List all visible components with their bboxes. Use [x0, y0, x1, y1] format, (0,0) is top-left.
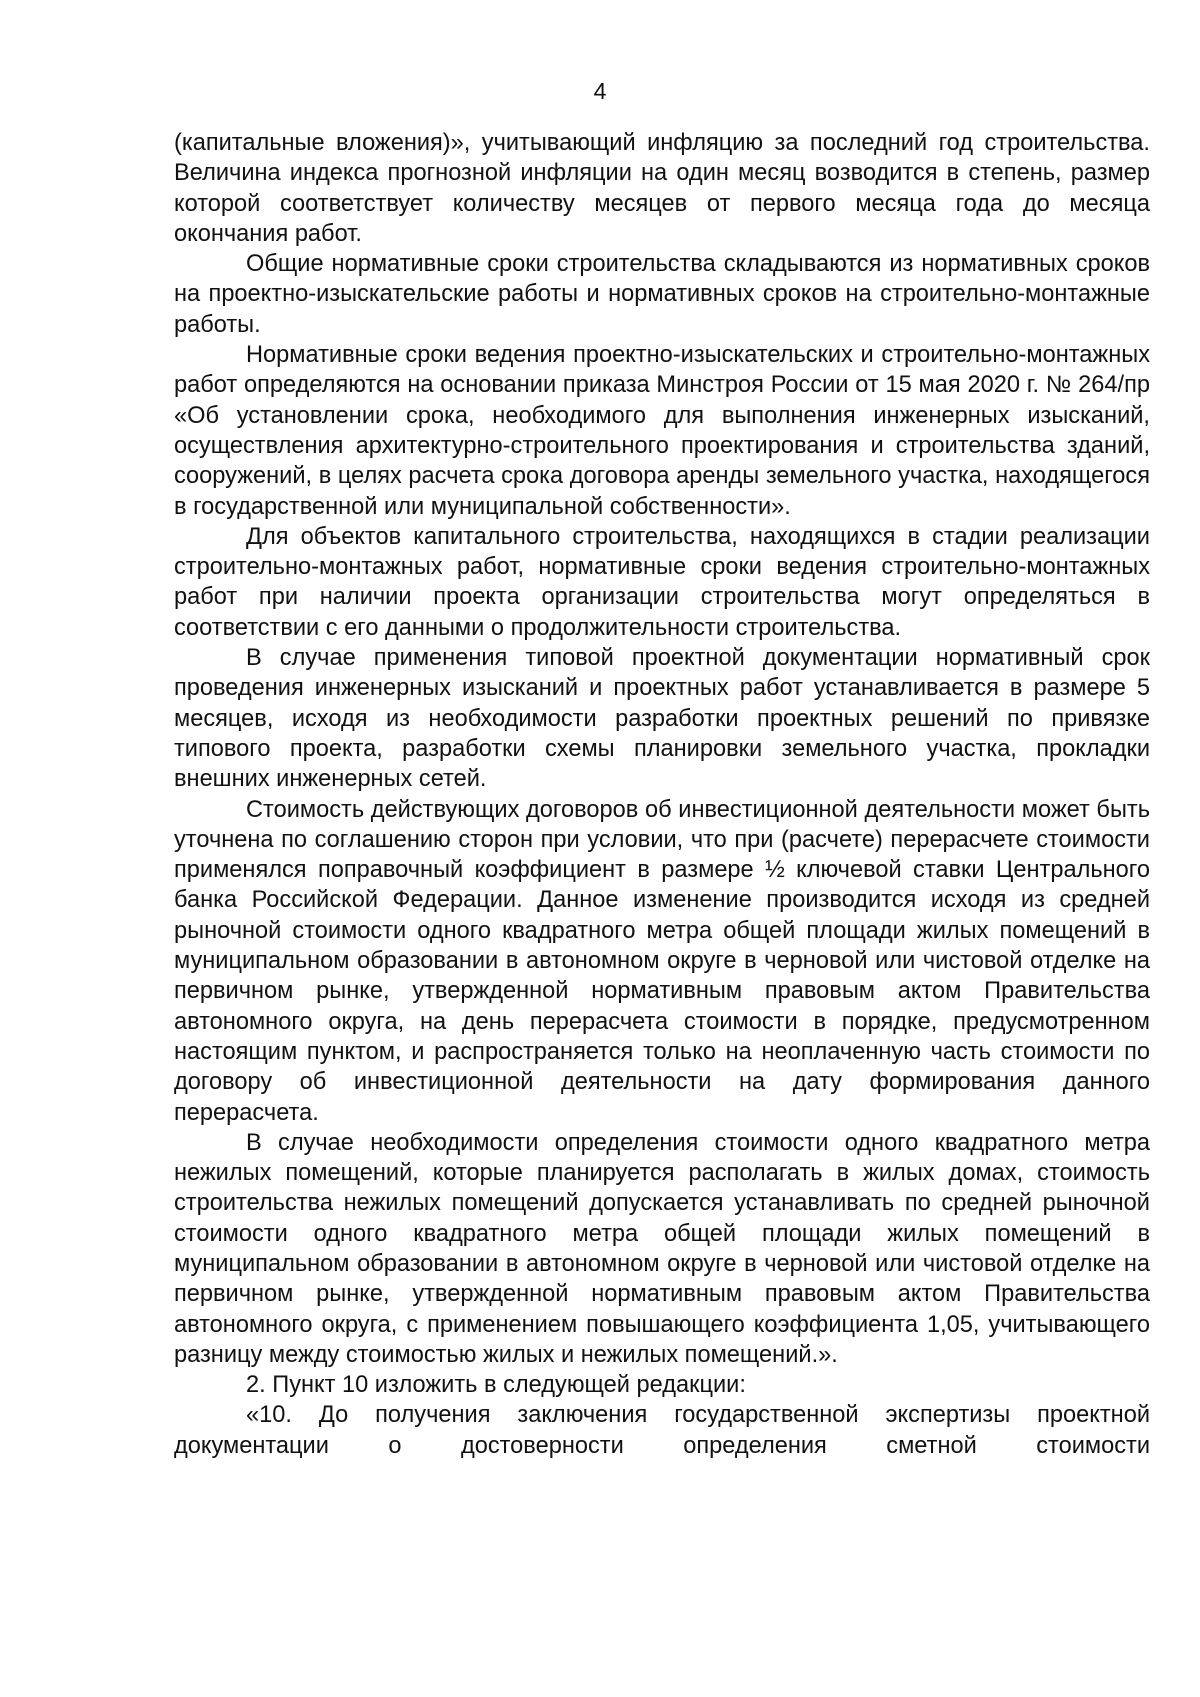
paragraph-typical-design: В случае применения типовой проектной документации нормативный срок проведения инженерных изысканий и проектных работ устанавливается в размере 5 месяцев, исходя из необходимости разработки проектных решений по привязке типового проекта, разработки схемы планировки земельного участка, прокладки внешних инженерных сетей. — [174, 645, 1150, 793]
paragraph-continuation: (капитальные вложения)», учитывающий инфляцию за последний год строительства. Величина индекса прогнозной инфляции на один месяц возводится в степень, размер которой соответствует количеству месяцев от первого месяца года до месяца окончания работ. — [174, 130, 1150, 247]
paragraph-capital-construction: Для объектов капитального строительства, находящихся в стадии реализации строительно-монтажных работ, нормативные сроки ведения строительно-монтажных работ при наличии проекта организации строительства могут определяться в соответствии с его данными о продолжительности строительства. — [174, 523, 1150, 641]
paragraph-non-residential: В случае необходимости определения стоимости одного квадратного метра нежилых помещений, которые планируется располагать в жилых домах, стоимость строительства нежилых помещений допускается устанавливать по средней рыночной стоимости одного квадратного метра общей площади жилых помещений в муниципальном образовании в автономном округе в черновой или чистовой отделке на первичном рынке, утвержденной нормативным правовым актом Правительства автономного округа, с применением повышающего коэффициента 1,05, учитывающего разницу между стоимостью жилых и нежилых помещений.». — [174, 1129, 1150, 1368]
paragraph-item-10: «10. До получения заключения государственной экспертизы проектной документации о достоверности определения сметной стоимости — [174, 1402, 1150, 1459]
paragraph-minstroy-order: Нормативные сроки ведения проектно-изыскательских и строительно-монтажных работ определяются на основании приказа Минстроя России от 15 мая 2020 г. № 264/пр «Об установлении срока, необходимого для выполнения инженерных изысканий, осуществления архитектурно-строительного проектирования и строительства зданий, сооружений, в целях расчета срока договора аренды земельного участка, находящегося в государственной или муниципальной собственности». — [174, 342, 1150, 520]
paragraph-investment-contracts: Стоимость действующих договоров об инвестиционной деятельности может быть уточнена по соглашению сторон при условии, что при (расчете) перерасчете стоимости применялся поправочный коэффициент в размере ½ ключевой ставки Центрального банка Российской Федерации. Данное изменение производится исходя из средней рыночной стоимости одного квадратного метра общей площади жилых помещений в муниципальном образовании в автономном округе в черновой или чистовой отделке на первичном рынке, утвержденной нормативным правовым актом Правительства автономного округа, на день перерасчета стоимости в порядке, предусмотренном настоящим пунктом, и распространяется только на неоплаченную часть стоимости по договору об инвестиционной деятельности на дату формирования данного перерасчета. — [174, 796, 1150, 1126]
paragraph-normative-terms: Общие нормативные сроки строительства складываются из нормативных сроков на проектно-изыскательские работы и нормативных сроков на строительно-монтажные работы. — [174, 251, 1150, 338]
page-number: 4 — [593, 78, 607, 104]
paragraph-item-10-intro: 2. Пункт 10 изложить в следующей редакции: — [246, 1372, 746, 1399]
document-body — [174, 128, 1150, 1461]
